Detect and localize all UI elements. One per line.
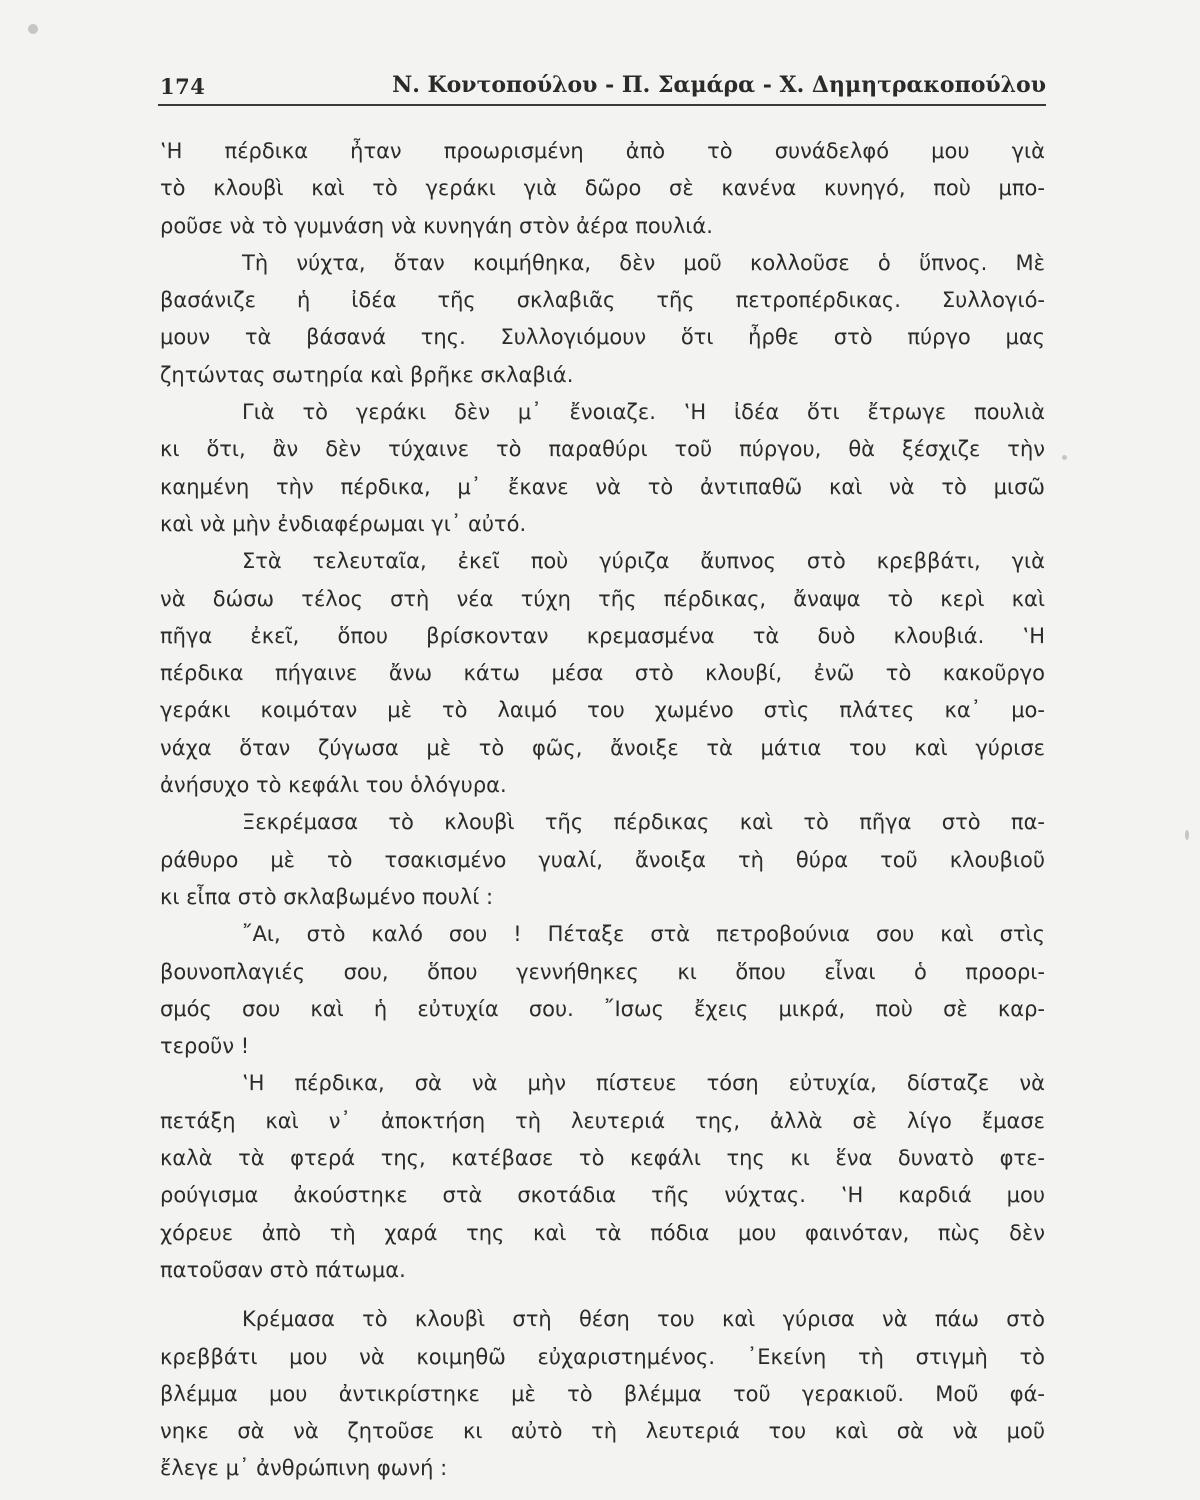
text-line: βουνοπλαγιές σου, ὅπου γεννήθηκες κι ὅπου εἶναι ὁ προορι- <box>160 959 1045 984</box>
text-line: ῎Αι, στὸ καλό σου ! Πέταξε στὰ πετροβούνια σου καὶ στὶς <box>242 922 1045 947</box>
text-line: νὰ δώσω τέλος στὴ νέα τύχη τῆς πέρδικας, ἄναψα τὸ κερὶ καὶ <box>160 586 1045 611</box>
text-line: Τὴ νύχτα, ὅταν κοιμήθηκα, δὲν μοῦ κολλοῦσε ὁ ὕπνος. Μὲ <box>242 250 1045 275</box>
running-head-authors: Ν. Κοντοπούλου - Π. Σαμάρα - Χ. Δημητρακοπούλου <box>392 72 1046 98</box>
text-line: κρεββάτι μου νὰ κοιμηθῶ εὐχαριστημένος. ᾿Εκείνη τὴ στιγμὴ τὸ <box>160 1344 1045 1369</box>
text-line: ἀνήσυχο τὸ κεφάλι του ὁλόγυρα. <box>160 773 507 798</box>
text-line: κι ὅτι, ἂν δὲν τύχαινε τὸ παραθύρι τοῦ πύργου, θὰ ξέσχιζε τὴν <box>160 437 1045 462</box>
text-line: ροῦσε νὰ τὸ γυμνάση νὰ κυνηγάη στὸν ἀέρα πουλιά. <box>160 213 713 238</box>
text-line: ζητώντας σωτηρία καὶ βρῆκε σκλαβιά. <box>160 362 574 387</box>
text-line: νάχα ὅταν ζύγωσα μὲ τὸ φῶς, ἄνοιξε τὰ μάτια του καὶ γύρισε <box>160 735 1045 760</box>
text-line: γεράκι κοιμόταν μὲ τὸ λαιμό του χωμένο στὶς πλάτες κα᾽ μο- <box>160 698 1045 723</box>
text-line: τὸ κλουβὶ καὶ τὸ γεράκι γιὰ δῶρο σὲ κανένα κυνηγό, ποὺ μπο- <box>160 176 1045 201</box>
text-line: Κρέμασα τὸ κλουβὶ στὴ θέση του καὶ γύρισα νὰ πάω στὸ <box>242 1307 1045 1332</box>
text-line: σμός σου καὶ ἡ εὐτυχία σου. ῎Ισως ἔχεις μικρά, ποὺ σὲ καρ- <box>160 996 1045 1021</box>
text-line: πέρδικα πήγαινε ἄνω κάτω μέσα στὸ κλουβί, ἐνῶ τὸ κακοῦργο <box>160 661 1045 686</box>
paper-speck <box>28 24 38 34</box>
text-line: τεροῦν ! <box>160 1034 250 1059</box>
text-line: ἔλεγε μ᾽ ἀνθρώπινη φωνή : <box>160 1456 448 1481</box>
text-line: ‛Η πέρδικα, σὰ νὰ μὴν πίστευε τόση εὐτυχία, δίσταζε νὰ <box>242 1071 1045 1096</box>
text-line: νηκε σὰ νὰ ζητοῦσε κι αὐτὸ τὴ λευτεριά του καὶ σὰ νὰ μοῦ <box>160 1419 1045 1444</box>
text-line: βλέμμα μου ἀντικρίστηκε μὲ τὸ βλέμμα τοῦ γερακιοῦ. Μοῦ φά- <box>160 1381 1045 1406</box>
text-line: ράθυρο μὲ τὸ τσακισμένο γυαλί, ἄνοιξα τὴ θύρα τοῦ κλουβιοῦ <box>160 847 1045 872</box>
text-line: καλὰ τὰ φτερά της, κατέβασε τὸ κεφάλι της κι ἕνα δυνατὸ φτε- <box>160 1146 1045 1171</box>
paper-speck <box>1185 830 1189 840</box>
text-line: χόρευε ἀπὸ τὴ χαρά της καὶ τὰ πόδια μου φαινόταν, πὼς δὲν <box>160 1220 1045 1245</box>
text-line: ‛Η πέρδικα ἦταν προωρισμένη ἀπὸ τὸ συνάδελφό μου γιὰ <box>160 139 1045 163</box>
text-line: πατοῦσαν στὸ πάτωμα. <box>160 1257 406 1282</box>
body-text <box>160 133 1045 1488</box>
text-line: ρούγισμα ἀκούστηκε στὰ σκοτάδια τῆς νύχτας. ‛Η καρδιά μου <box>160 1183 1045 1208</box>
page-header <box>158 72 1046 106</box>
text-line: πετάξη καὶ ν᾽ ἀποκτήση τὴ λευτεριά της, ἀλλὰ σὲ λίγο ἔμασε <box>160 1108 1045 1133</box>
text-line: μουν τὰ βάσανά της. Συλλογιόμουν ὅτι ἦρθε στὸ πύργο μας <box>160 325 1045 350</box>
text-line: Στὰ τελευταῖα, ἐκεῖ ποὺ γύριζα ἄυπνος στὸ κρεββάτι, γιὰ <box>242 549 1045 574</box>
text-line: καημένη τὴν πέρδικα, μ᾽ ἔκανε νὰ τὸ ἀντιπαθῶ καὶ νὰ τὸ μισῶ <box>160 474 1045 499</box>
paper-speck <box>1062 455 1067 460</box>
text-line: πῆγα ἐκεῖ, ὅπου βρίσκονταν κρεμασμένα τὰ δυὸ κλουβιά. ‛Η <box>160 623 1045 648</box>
text-line: Γιὰ τὸ γεράκι δὲν μ᾽ ἔνοιαζε. ‛Η ἰδέα ὅτι ἔτρωγε πουλιὰ <box>242 400 1045 425</box>
text-line: βασάνιζε ἡ ἰδέα τῆς σκλαβιᾶς τῆς πετροπέρδικας. Συλλογιό- <box>160 288 1045 313</box>
text-line: καὶ νὰ μὴν ἐνδιαφέρωμαι γι᾽ αὐτό. <box>160 511 527 536</box>
text-line: κι εἶπα στὸ σκλαβωμένο πουλί : <box>160 884 494 909</box>
text-line: Ξεκρέμασα τὸ κλουβὶ τῆς πέρδικας καὶ τὸ πῆγα στὸ πα- <box>242 810 1045 835</box>
page-number: 174 <box>160 74 206 99</box>
